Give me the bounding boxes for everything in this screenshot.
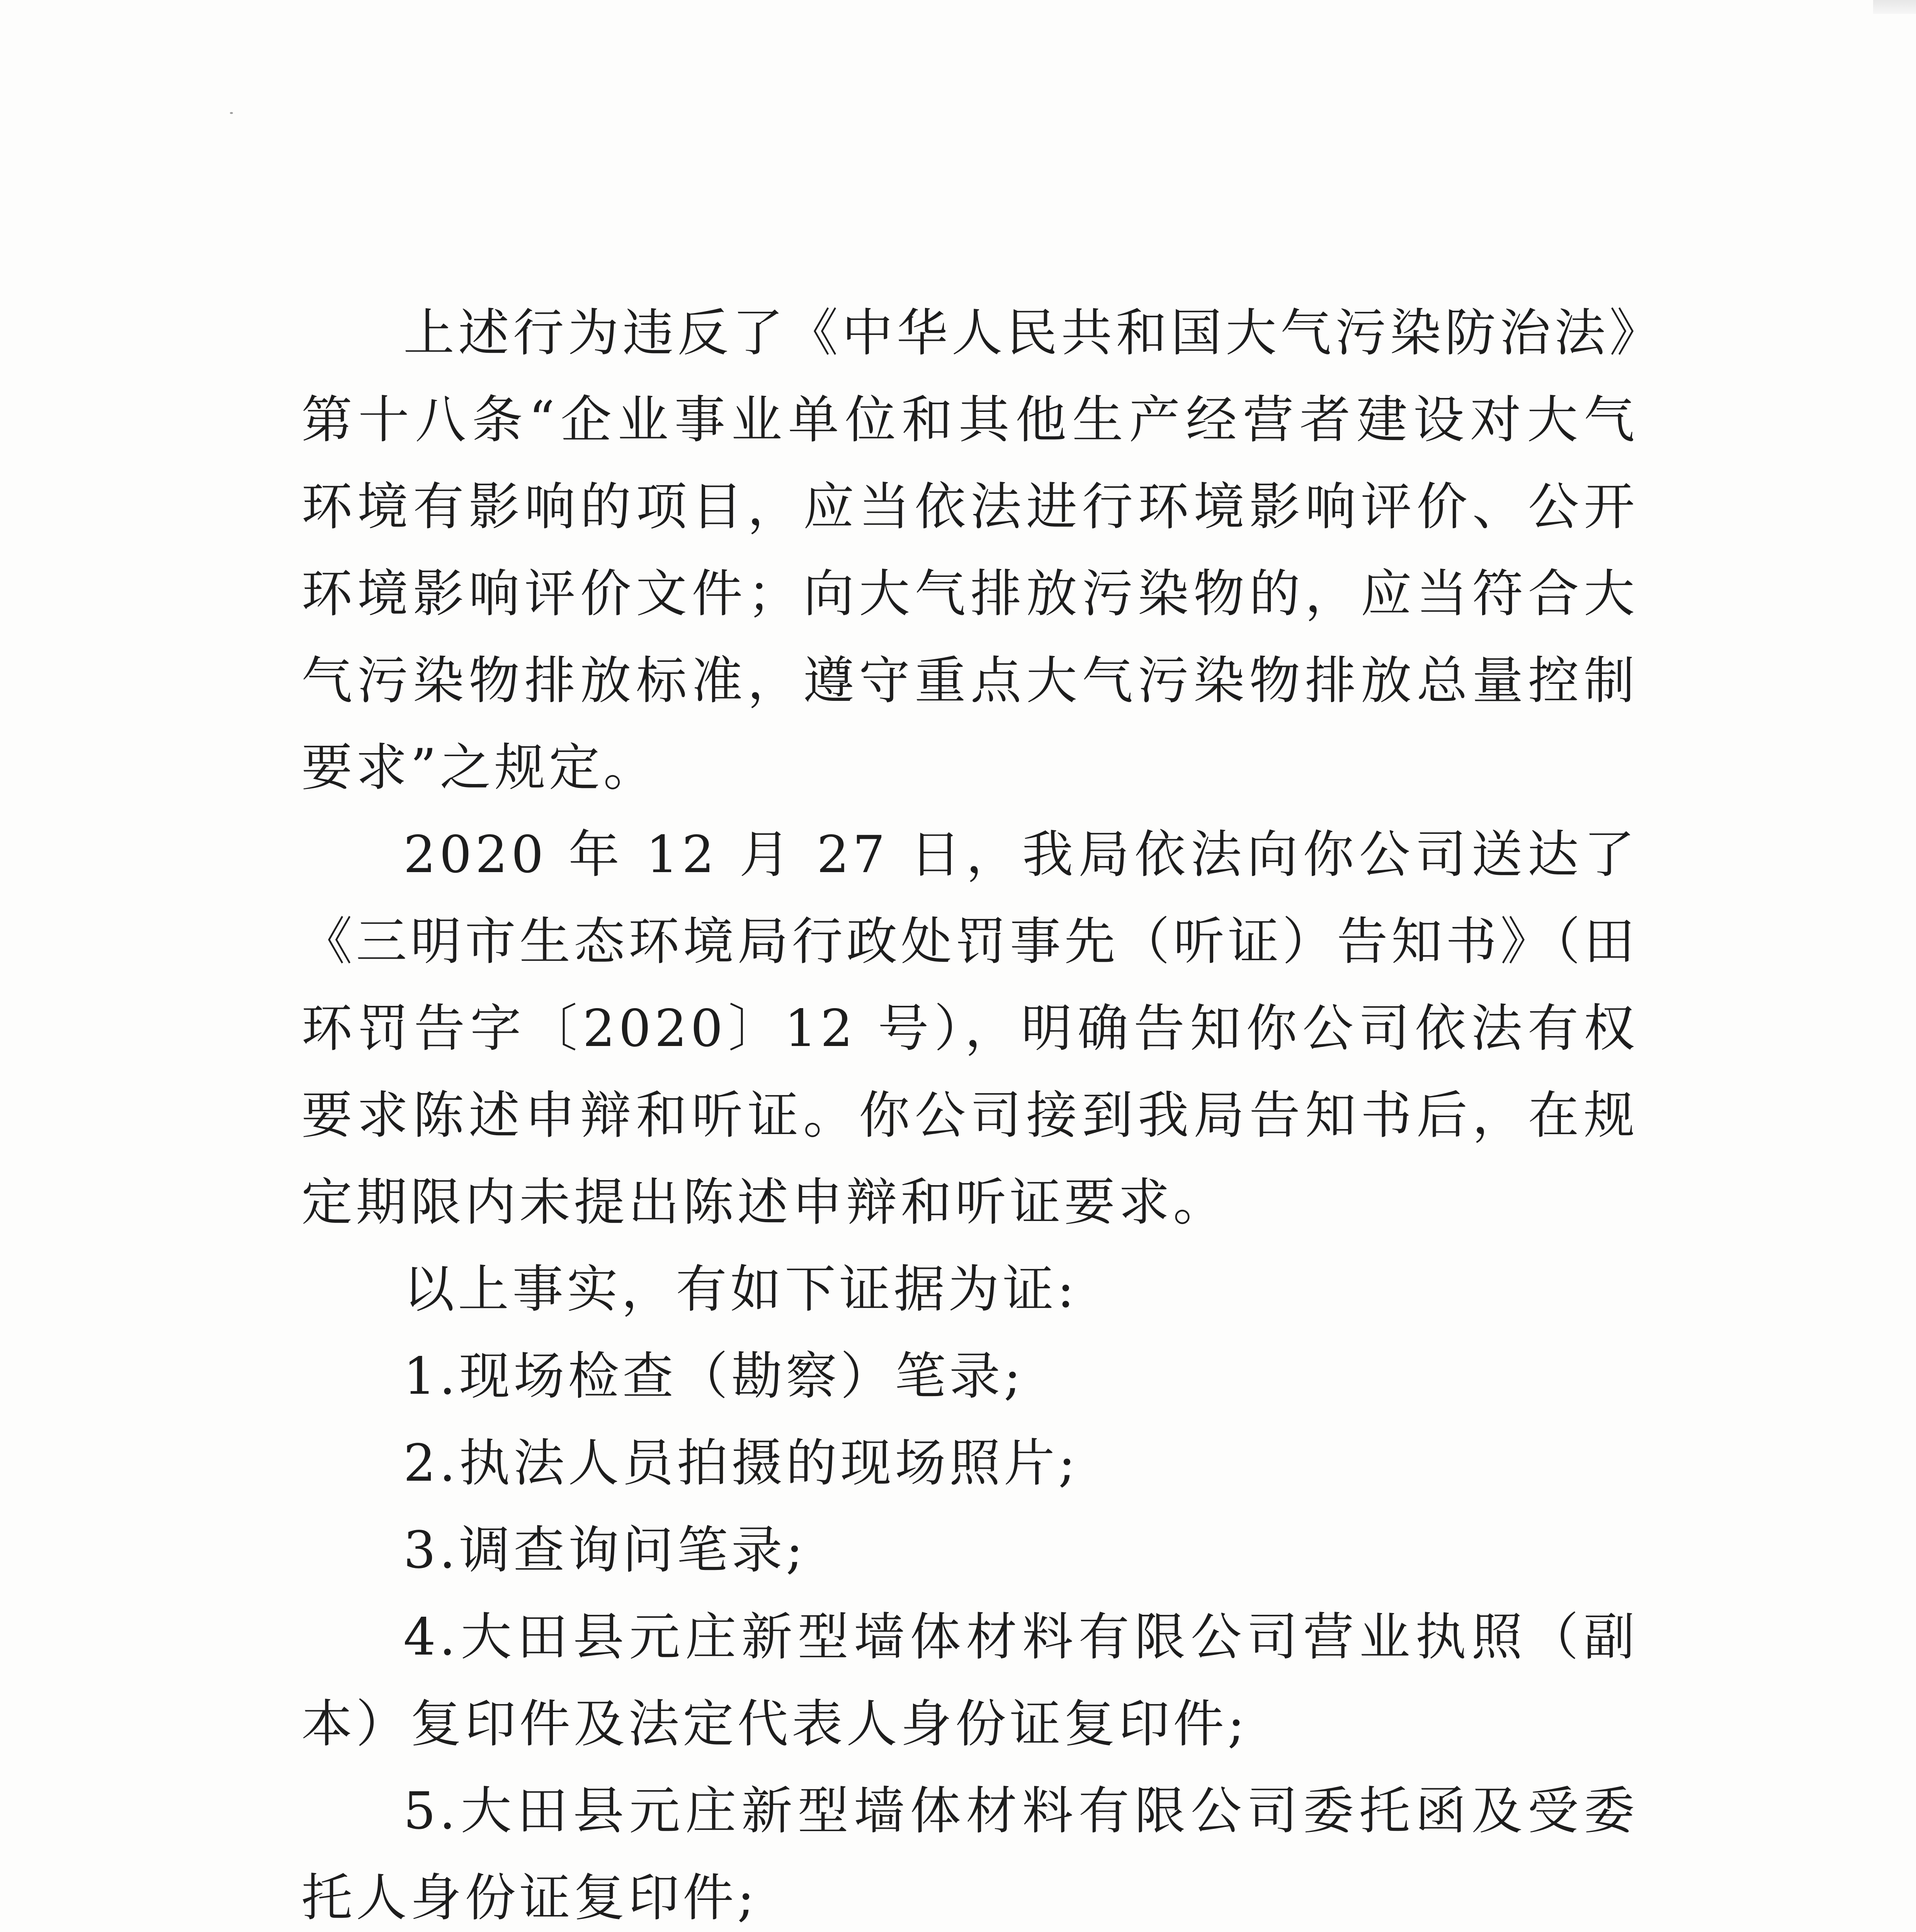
evidence-item-4: 4.大田县元庄新型墙体材料有限公司营业执照（副本）复印件及法定代表人身份证复印件; [301,1607,1638,1754]
evidence-item-2: 2.执法人员拍摄的现场照片; [403,1434,1079,1493]
evidence-item-3: 3.调查询问笔录; [403,1520,807,1580]
paragraph-evidence-intro: 以上事实，有如下证据为证: [403,1260,1078,1319]
document-body [301,290,1638,1932]
evidence-item-5: 5.大田县元庄新型墙体材料有限公司委托函及受委托人身份证复印件; [301,1781,1638,1928]
scan-edge-mark [1873,0,1916,14]
paragraph-notice: 2020 年 12 月 27 日，我局依法向你公司送达了《三明市生态环境局行政处罚事先（听证）告知书》（田环罚告字〔2020〕12 号），明确告知你公司依法有权要求陈述申辩和听证。你公司接到我局告知书后，在规定期限内未提出陈述申辩和听证要求。 [301,825,1638,1232]
paragraph-violation: 上述行为违反了《中华人民共和国大气污染防治法》第十八条“企业事业单位和其他生产经营者建设对大气环境有影响的项目，应当依法进行环境影响评价、公开环境影响评价文件；向大气排放污染物的，应当符合大气污染物排放标准，遵守重点大气污染物排放总量控制要求”之规定。 [301,303,1638,798]
evidence-item-1: 1.现场检查（勘察）笔录; [403,1347,1025,1406]
scan-speck [230,112,233,114]
